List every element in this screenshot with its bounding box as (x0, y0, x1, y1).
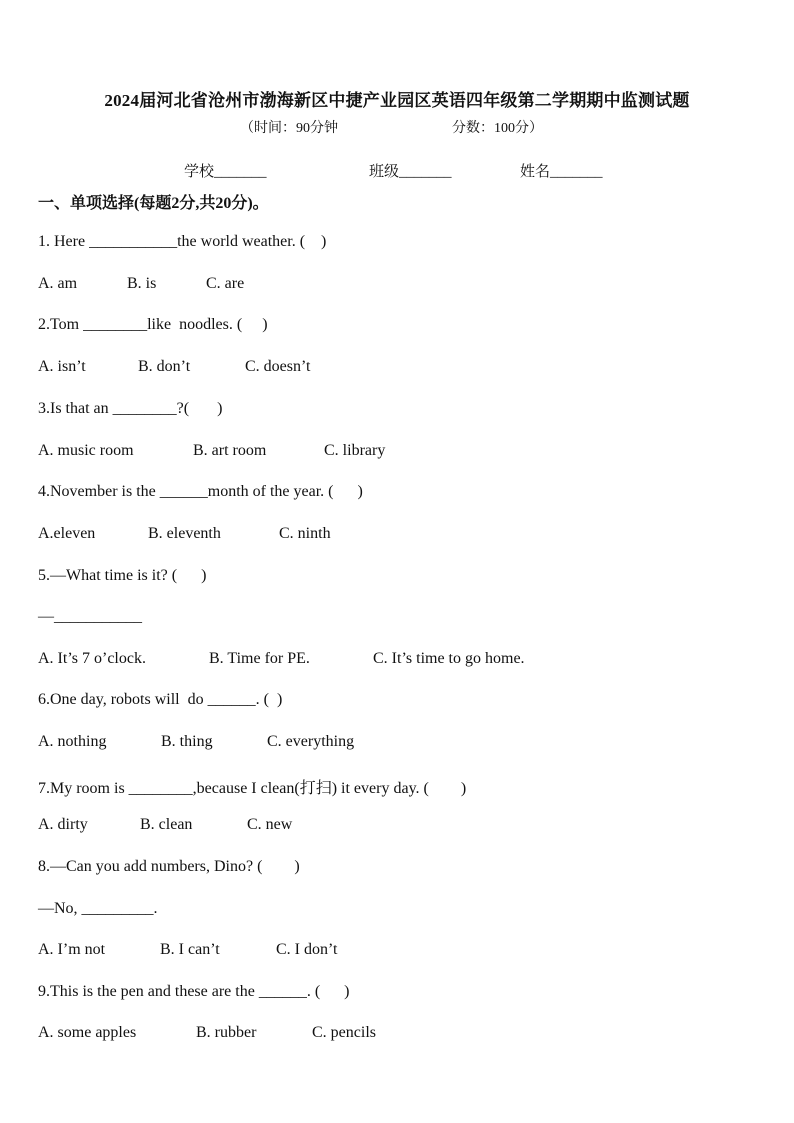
option-b: B. rubber (196, 1024, 257, 1041)
option-a: A.eleven (38, 525, 96, 542)
question-7-options (38, 816, 292, 834)
option-b: B. I can’t (160, 941, 220, 958)
option-a: A. some apples (38, 1024, 137, 1041)
option-b: B. thing (161, 733, 213, 750)
option-c: C. I don’t (276, 941, 338, 958)
question-4-stem: 4.November is the ______month of the year. ( ) (38, 483, 363, 500)
option-b: B. Time for PE. (209, 650, 310, 667)
option-c: C. pencils (312, 1024, 376, 1041)
option-a: A. I’m not (38, 941, 106, 958)
option-c: C. doesn’t (245, 358, 311, 375)
exam-title: 2024届河北省沧州市渤海新区中捷产业园区英语四年级第二学期期中监测试题 (104, 91, 690, 110)
question-3-options (38, 442, 385, 460)
option-a: A. nothing (38, 733, 107, 750)
exam-time: （时间：90分钟 (240, 121, 338, 136)
option-b: B. art room (193, 442, 267, 459)
option-a: A. dirty (38, 816, 88, 833)
option-a: A. isn’t (38, 358, 86, 375)
option-b: B. clean (140, 816, 193, 833)
school-field: 学校_______ (184, 164, 267, 180)
question-8-stem: 8.—Can you add numbers, Dino? ( ) (38, 858, 300, 875)
question-4-options (38, 525, 331, 543)
option-c: C. new (247, 816, 293, 833)
exam-score: 分数：100分） (452, 121, 543, 136)
question-1-options (38, 275, 244, 293)
question-8-answer-line: —No, _________. (38, 900, 158, 917)
question-8-options (38, 941, 337, 959)
question-9-options (38, 1024, 376, 1042)
question-2-options (38, 358, 310, 376)
option-a: A. It’s 7 o’clock. (38, 650, 146, 667)
question-6-options (38, 733, 354, 751)
name-field: 姓名_______ (520, 164, 603, 180)
option-b: B. eleventh (148, 525, 221, 542)
option-b: B. don’t (138, 358, 191, 375)
section-heading: 一、单项选择(每题2分,共20分)。 (38, 195, 269, 212)
option-c: C. everything (267, 733, 355, 750)
question-5-options (38, 650, 525, 668)
question-9-stem: 9.This is the pen and these are the ______. ( ) (38, 983, 350, 1000)
option-b: B. is (127, 275, 157, 292)
option-a: A. music room (38, 442, 134, 459)
question-6-stem: 6.One day, robots will do ______. ( ) (38, 691, 283, 708)
option-c: C. library (324, 442, 386, 459)
option-c: C. are (206, 275, 245, 292)
question-3-stem: 3.Is that an ________?( ) (38, 400, 223, 417)
option-a: A. am (38, 275, 78, 292)
class-field: 班级_______ (369, 164, 452, 180)
question-1-stem: 1. Here ___________the world weather. ( ) (38, 233, 327, 250)
question-2-stem: 2.Tom ________like noodles. ( ) (38, 316, 268, 333)
question-5-answer-line: —___________ (38, 608, 142, 625)
option-c: C. It’s time to go home. (373, 650, 525, 667)
question-7-stem: 7.My room is ________,because I clean(打扫) it every day. ( ) (38, 780, 467, 797)
option-c: C. ninth (279, 525, 331, 542)
question-5-stem: 5.—What time is it? ( ) (38, 567, 207, 584)
